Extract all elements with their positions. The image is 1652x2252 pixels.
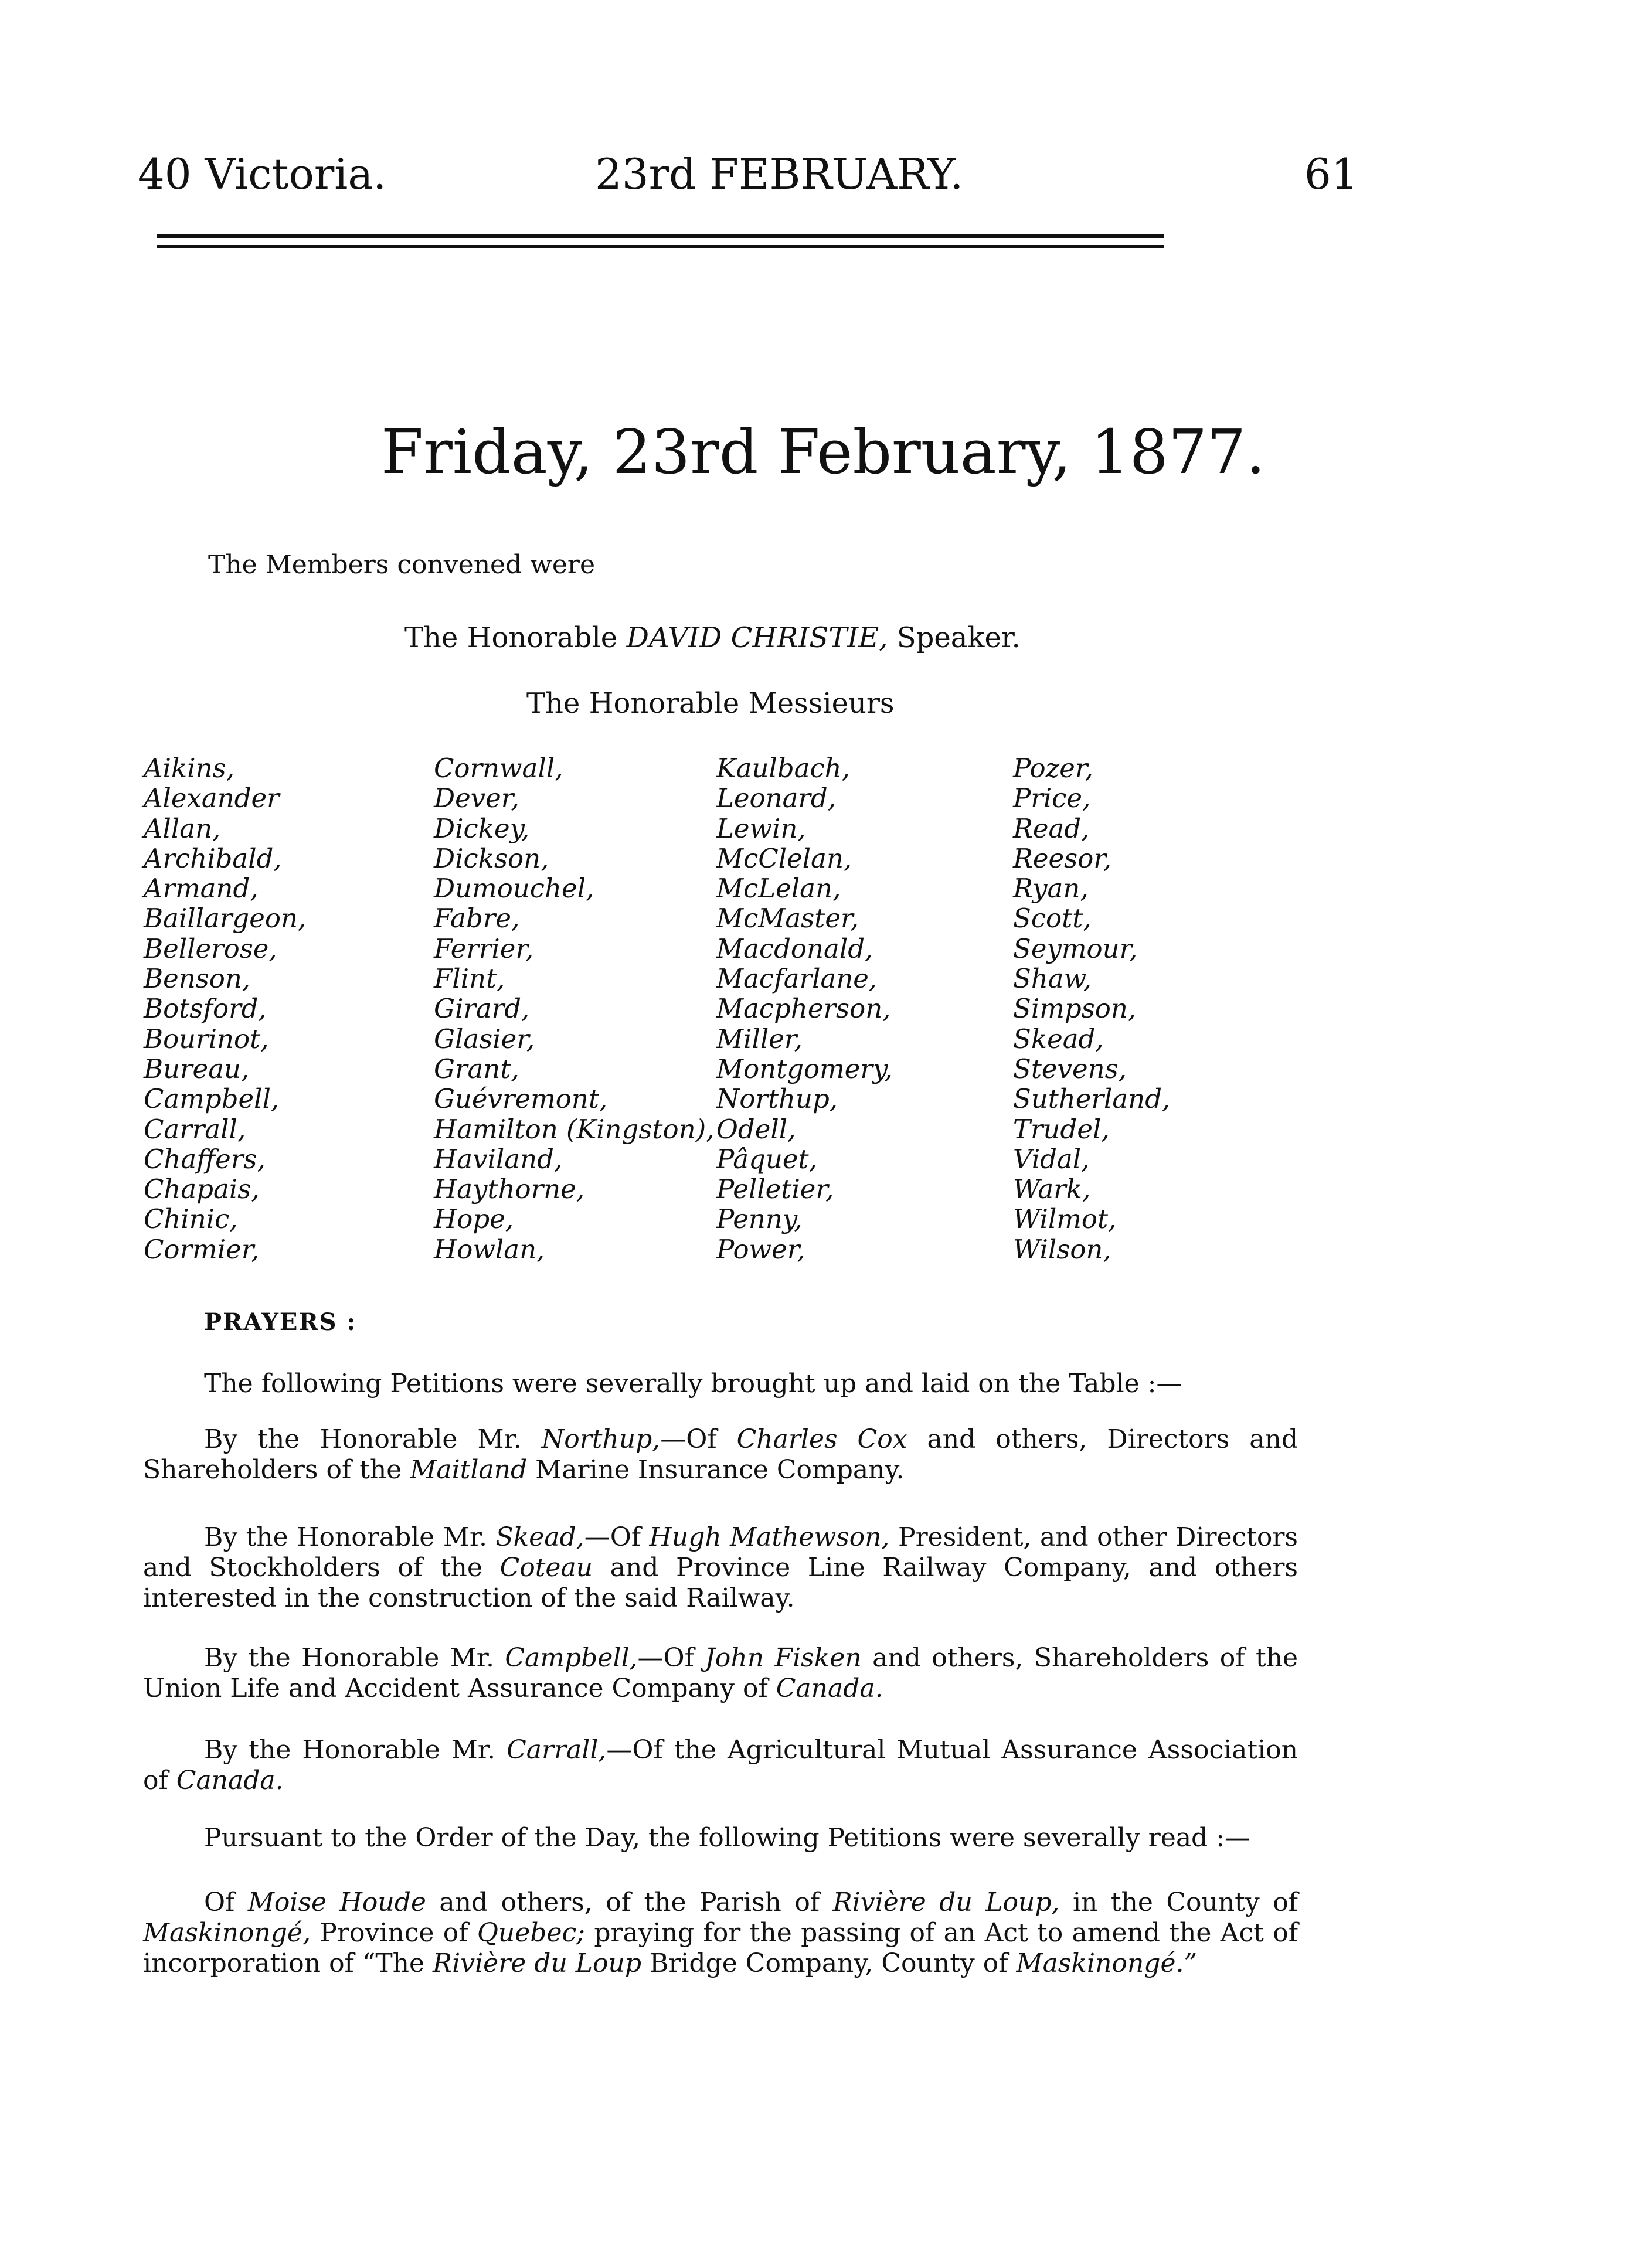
member-name: Aikins, [144, 753, 234, 784]
place-name: Maskinongé, [143, 1918, 311, 1948]
text: —Of the Agricultural Mutual Assurance Association of [143, 1735, 1298, 1795]
member-name: Penny, [716, 1203, 803, 1235]
member-name: Macfarlane, [716, 963, 878, 995]
member-name: Wilson, [1013, 1233, 1111, 1265]
member-name: Haythorne, [434, 1173, 585, 1205]
text: By the Honorable Mr. [204, 1643, 494, 1673]
member-name: Cormier, [144, 1233, 260, 1265]
petition-northup [143, 1424, 1298, 1485]
member-name: Scott, [1013, 903, 1092, 934]
member-name: Seymour, [1013, 933, 1138, 964]
speaker-role: Speaker. [896, 621, 1021, 654]
member-name: Hamilton (Kingston), [434, 1113, 715, 1145]
speaker-name: DAVID CHRISTIE, [626, 621, 888, 654]
member-name: Power, [716, 1233, 805, 1265]
member-name: Wilmot, [1013, 1203, 1117, 1235]
member-name: Grant, [434, 1053, 519, 1084]
text: and others, Shareholders of the Union Life and Accident Assurance Company of [143, 1643, 1298, 1703]
member-name: Girard, [434, 993, 530, 1025]
member-name: Botsford, [144, 993, 267, 1025]
member-name: Campbell, [505, 1643, 638, 1673]
members-convened-line: The Members convened were [208, 550, 595, 580]
member-name: McClelan, [716, 842, 852, 874]
member-name: Hope, [434, 1203, 514, 1235]
place-name: Canada. [776, 1673, 883, 1703]
member-name: Dickey, [434, 812, 530, 844]
text: —Of [637, 1643, 694, 1673]
member-name: Fabre, [434, 903, 520, 934]
member-name: Stevens, [1013, 1053, 1127, 1084]
text: praying for the passing of an Act to amend the Act of incorporation of “The [143, 1918, 1298, 1978]
member-name: Alexander [144, 783, 280, 814]
petitioner-name: Hugh Mathewson, [649, 1522, 890, 1552]
text: and others, of the Parish of [439, 1887, 820, 1917]
text: President, and other Directors and Stockholders of the [143, 1522, 1298, 1583]
place-name: Canada. [176, 1765, 284, 1795]
member-name: Cornwall, [434, 753, 563, 784]
member-name: Skead, [1013, 1023, 1104, 1054]
member-name: Carrall, [144, 1113, 246, 1145]
place-name: Quebec; [477, 1918, 585, 1948]
member-name: Campbell, [144, 1083, 280, 1115]
member-name: Simpson, [1013, 993, 1137, 1025]
member-name: Trudel, [1013, 1113, 1110, 1145]
member-name: Pâquet, [716, 1143, 817, 1175]
members-column-3 [716, 753, 893, 1264]
member-name: McMaster, [716, 903, 859, 934]
member-name: Pozer, [1013, 753, 1093, 784]
member-name: Benson, [144, 963, 251, 995]
speaker-line [404, 621, 1021, 654]
text: in the County of [1072, 1887, 1298, 1917]
member-name: Shaw, [1013, 963, 1092, 995]
member-name: Dumouchel, [434, 873, 594, 904]
order-of-day-intro [143, 1823, 1298, 1853]
member-name: Lewin, [716, 812, 806, 844]
member-name: Pelletier, [716, 1173, 834, 1205]
member-name: Sutherland, [1013, 1083, 1171, 1115]
member-name: Dever, [434, 783, 519, 814]
member-name: Dickson, [434, 842, 549, 874]
member-name: Odell, [716, 1113, 796, 1145]
member-name: Macpherson, [716, 993, 891, 1025]
text: By the Honorable Mr. [204, 1522, 488, 1552]
member-name: Bureau, [144, 1053, 250, 1084]
member-name: McLelan, [716, 873, 841, 904]
member-name: Carrall, [507, 1735, 607, 1765]
speaker-prefix: The Honorable [404, 621, 618, 654]
petition-houde [143, 1887, 1298, 1979]
member-name: Bourinot, [144, 1023, 269, 1054]
place-name: Maskinongé.” [1016, 1948, 1197, 1978]
text: and Province Line Railway Company, and others interested in the construction of the said Railway. [143, 1553, 1298, 1613]
member-name: Northup, [541, 1424, 661, 1454]
member-name: Ryan, [1013, 873, 1089, 904]
member-name: Chapais, [144, 1173, 260, 1205]
member-name: Guévremont, [434, 1083, 608, 1115]
member-name: Leonard, [716, 783, 837, 814]
petitions-intro [143, 1369, 1298, 1399]
page-title: Friday, 23rd February, 1877. [381, 416, 1266, 488]
member-name: Archibald, [144, 842, 282, 874]
member-name: Allan, [144, 812, 221, 844]
petition-carrall [143, 1735, 1298, 1796]
member-name: Vidal, [1013, 1143, 1090, 1175]
members-column-4 [1013, 753, 1170, 1264]
header-rule [157, 234, 1164, 238]
text: —Of [660, 1424, 717, 1454]
petition-campbell [143, 1643, 1298, 1704]
company-name: Maitland [410, 1455, 528, 1485]
page-number: 61 [1304, 149, 1358, 199]
text: Of [204, 1887, 235, 1917]
place-name: Rivière du Loup [433, 1948, 641, 1978]
text: —Of [584, 1522, 641, 1552]
header-date: 23rd FEBRUARY. [595, 149, 964, 199]
text: and others, Directors and Shareholders of the [143, 1424, 1298, 1485]
text: By the Honorable Mr. [204, 1424, 522, 1454]
member-name: Ferrier, [434, 933, 534, 964]
petition-skead [143, 1522, 1298, 1614]
member-name: Reesor, [1013, 842, 1112, 874]
member-name: Kaulbach, [716, 753, 850, 784]
members-column-1 [144, 753, 306, 1264]
member-name: Wark, [1013, 1173, 1091, 1205]
petitioner-name: Moise Houde [247, 1887, 426, 1917]
member-name: Armand, [144, 873, 259, 904]
member-name: Baillargeon, [144, 903, 307, 934]
text: By the Honorable Mr. [204, 1735, 495, 1765]
petitions-intro-text: The following Petitions were severally brought up and laid on the Table :— [204, 1369, 1182, 1399]
member-name: Price, [1013, 783, 1091, 814]
petitioner-name: Charles Cox [736, 1424, 907, 1454]
member-name: Haviland, [434, 1143, 563, 1175]
member-name: Macdonald, [716, 933, 873, 964]
petitioner-name: John Fisken [705, 1643, 862, 1673]
member-name: Chaffers, [144, 1143, 266, 1175]
member-name: Skead, [495, 1522, 584, 1552]
text: Province of [319, 1918, 468, 1948]
member-name: Montgomery, [716, 1053, 893, 1084]
member-name: Bellerose, [144, 933, 277, 964]
text: Marine Insurance Company. [535, 1455, 905, 1485]
members-column-2 [434, 753, 714, 1264]
prayers-heading: PRAYERS : [204, 1308, 357, 1336]
member-name: Miller, [716, 1023, 803, 1054]
member-name: Northup, [716, 1083, 838, 1115]
place-name: Rivière du Loup, [832, 1887, 1060, 1917]
honorable-messieurs-heading: The Honorable Messieurs [526, 687, 895, 720]
header-volume: 40 Victoria. [138, 149, 387, 199]
member-name: Read, [1013, 812, 1090, 844]
member-name: Chinic, [144, 1203, 238, 1235]
text: Bridge Company, County of [649, 1948, 1008, 1978]
member-name: Glasier, [434, 1023, 535, 1054]
place-name: Coteau [499, 1553, 593, 1583]
member-name: Howlan, [434, 1233, 545, 1265]
order-of-day-text: Pursuant to the Order of the Day, the following Petitions were severally read :— [204, 1823, 1251, 1853]
member-name: Flint, [434, 963, 505, 995]
header-rule-secondary [157, 245, 1164, 248]
